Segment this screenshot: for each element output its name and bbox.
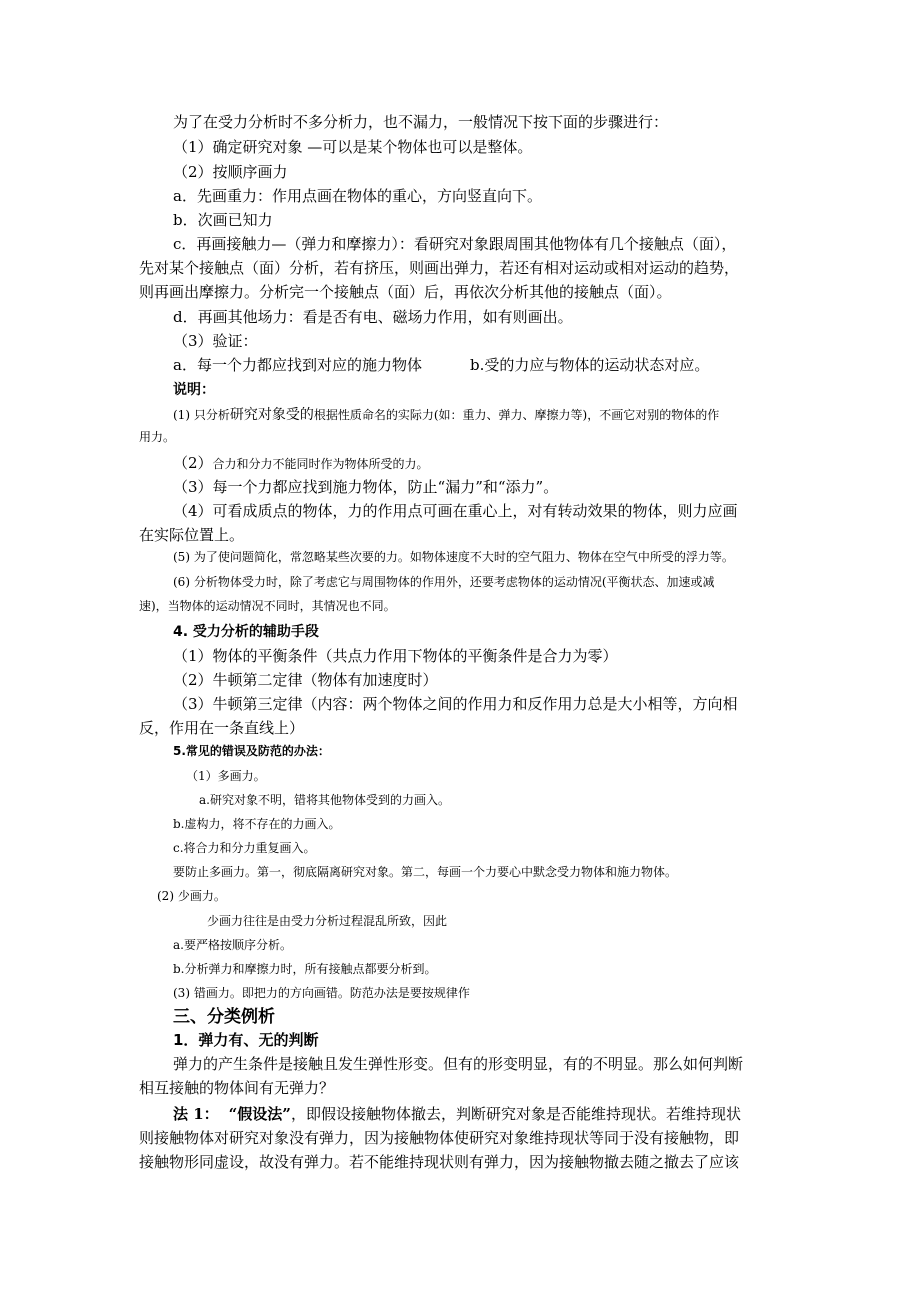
text-line: 速)，当物体的运动情况不同时，其情况也不同。 [139, 599, 396, 613]
text-line: b.分析弹力和摩擦力时，所有接触点都要分析到。 [173, 962, 437, 976]
text-line [173, 1106, 741, 1123]
text-line: (5) 为了使问题简化，常忽略某些次要的力。如物体速度不大时的空气阻力、物体在空气中所受的浮力等。 [173, 550, 734, 564]
text-line [173, 455, 429, 472]
section-heading: 5.常见的错误及防范的办法： [173, 744, 330, 758]
method-name: “假设法” [228, 1105, 291, 1123]
text-line: (6) 分析物体受力时，除了考虑它与周围物体的作用外，还要考虑物体的运动情况(平衡状态、加速或减 [173, 575, 715, 589]
section-label: 说明： [173, 382, 215, 398]
text-line: c.将合力和分力重复画入。 [173, 841, 316, 855]
text-line: b.虚构力，将不存在的力画入。 [173, 817, 341, 831]
text-line: (2) 少画力。 [157, 889, 226, 903]
text-line: 少画力往往是由受力分析过程混乱所致，因此 [207, 914, 448, 928]
text-span: （2） [173, 454, 213, 472]
section-heading: 三、分类例析 [173, 1007, 275, 1027]
text-line: a.研究对象不明，错将其他物体受到的力画入。 [199, 793, 450, 807]
text-line: （2）牛顿第二定律（物体有加速度时） [173, 671, 438, 689]
subsection-heading: 1．弹力有、无的判断 [173, 1031, 319, 1049]
text-span: 合力和分力不能同时作为物体所受的力。 [212, 457, 429, 471]
text-line: 接触物形同虚设，故没有弹力。若不能维持现状则有弹力，因为接触物撤去随之撤去了应该 [139, 1153, 740, 1171]
text-line: （1）确定研究对象 —可以是某个物体也可以是整体。 [173, 138, 533, 156]
text-line: （3）每一个力都应找到施力物体，防止“漏力”和“添力”。 [173, 478, 559, 496]
text-line: (3) 错画力。即把力的方向画错。防范办法是要按规律作 [173, 986, 470, 1000]
text-line: 在实际位置上。 [139, 526, 245, 544]
text-line: b.受的力应与物体的运动状态对应。 [470, 356, 710, 374]
text-line: （1）物体的平衡条件（共点力作用下物体的平衡条件是合力为零） [173, 647, 618, 665]
text-line: d．再画其他场力：看是否有电、磁场力作用，如有则画出。 [173, 308, 573, 326]
text-line: （3）验证： [173, 332, 258, 350]
text-line: （1）多画力。 [186, 769, 266, 783]
text-line: 为了在受力分析时不多分析力，也不漏力，一般情况下按下面的步骤进行： [173, 113, 669, 131]
text-line: a.要严格按顺序分析。 [173, 938, 292, 952]
text-line: 相互接触的物体间有无弹力？ [139, 1079, 335, 1097]
text-line: a．每一个力都应找到对应的施力物体 [173, 356, 422, 374]
text-line: （2）按顺序画力 [173, 163, 288, 181]
text-line: 弹力的产生条件是接触且发生弹性形变。但有的形变明显，有的不明显。那么如何判断 [173, 1055, 744, 1073]
text-span: ，即假设接触物体撤去，判断研究对象是否能维持现状。若维持现状 [290, 1105, 741, 1123]
text-span: 根据性质命名的实际力(如：重力、弹力、摩擦力等)，不画它对别的物体的作 [313, 408, 720, 422]
text-line: c．再画接触力—（弹力和摩擦力）：看研究对象跟周围其他物体有几个接触点（面）， [173, 235, 737, 253]
section-heading: 4. 受力分析的辅助手段 [173, 624, 319, 640]
text-span: (1) 只分析 [173, 408, 230, 422]
text-line: （3）牛顿第三定律（内容：两个物体之间的作用力和反作用力总是大小相等，方向相 [173, 695, 738, 713]
text-line: b．次画已知力 [173, 211, 273, 229]
text-line: 要防止多画力。第一，彻底隔离研究对象。第二，每画一个力要心中默念受力物体和施力物体。 [173, 865, 678, 879]
text-line: 先对某个接触点（面）分析，若有挤压，则画出弹力，若还有相对运动或相对运动的趋势， [139, 259, 740, 277]
text-line: a．先画重力：作用点画在物体的重心，方向竖直向下。 [173, 187, 542, 205]
text-line: 用力。 [139, 430, 176, 444]
method-label: 法 1： [173, 1105, 219, 1123]
text-line [173, 407, 719, 423]
text-line: 则再画出摩擦力。分析完一个接触点（面）后，再依次分析其他的接触点（面）。 [139, 283, 672, 301]
text-line: 反，作用在一条直线上） [139, 719, 305, 737]
text-span: 研究对象受的 [229, 407, 314, 423]
text-line: （4）可看成质点的物体，力的作用点可画在重心上，对有转动效果的物体，则力应画 [173, 502, 738, 520]
text-line: 则接触物体对研究对象没有弹力，因为接触物体使研究对象维持现状等同于没有接触物，即 [139, 1129, 740, 1147]
